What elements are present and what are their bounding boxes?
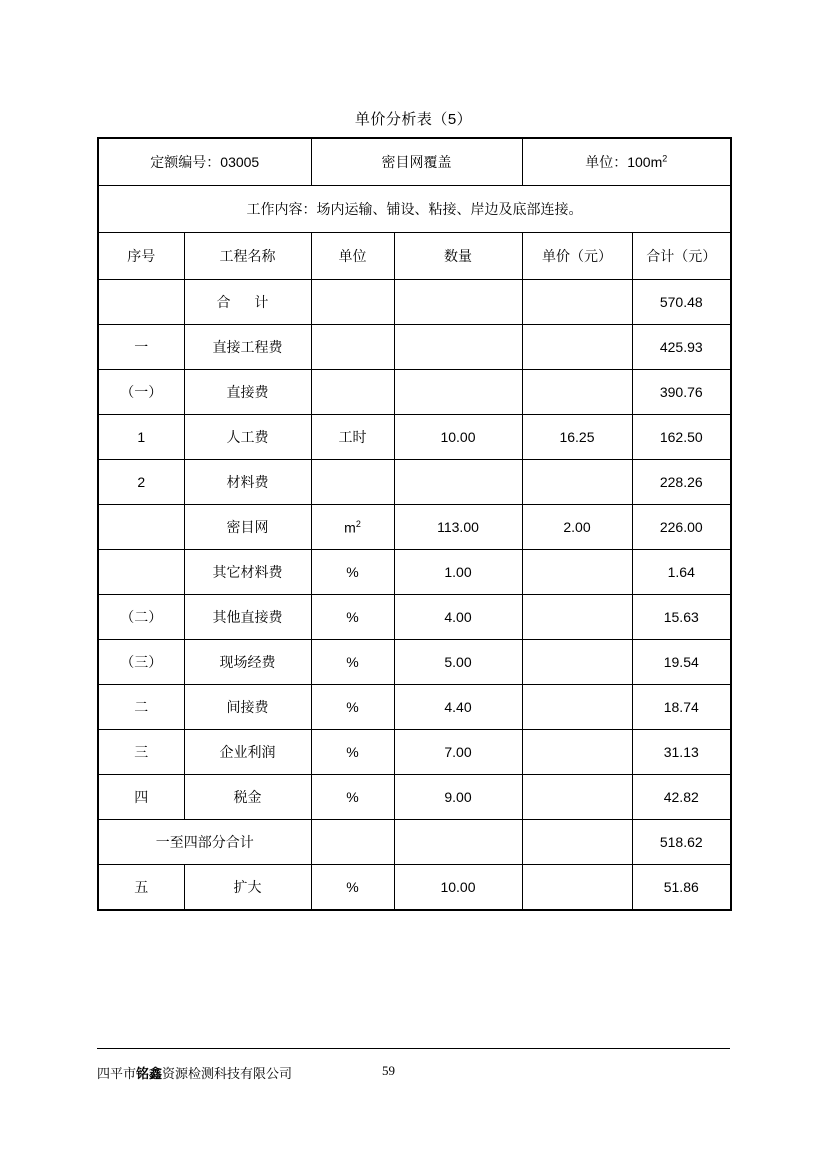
cell-total: 15.63 [632,595,731,640]
table-row [98,595,731,640]
cell-unit: % [311,685,394,730]
cell-price [522,865,632,911]
unit-superscript: 2 [355,518,361,529]
footer-company-suffix: 资源检测科技有限公司 [162,1066,293,1081]
cell-unit [311,325,394,370]
footer-divider [97,1048,730,1049]
cell-no: （三） [98,640,184,685]
cell-name: 扩大 [184,865,311,911]
cell-unit [311,460,394,505]
cell-name: 合 计 [184,280,311,325]
subtotal-total: 518.62 [632,820,731,865]
cell-unit: % [311,640,394,685]
cell-qty [394,370,522,415]
cell-qty: 7.00 [394,730,522,775]
cell-name: 其它材料费 [184,550,311,595]
page-footer [97,1063,730,1083]
table-row [98,685,731,730]
cell-qty: 10.00 [394,415,522,460]
cell-no: 四 [98,775,184,820]
cell-name: 直接工程费 [184,325,311,370]
cell-qty: 4.00 [394,595,522,640]
cell-unit: % [311,775,394,820]
cell-total: 570.48 [632,280,731,325]
cell-no: 二 [98,685,184,730]
cell-qty: 113.00 [394,505,522,550]
cell-unit [311,370,394,415]
table-row [98,370,731,415]
cell-name: 其他直接费 [184,595,311,640]
column-header-unit: 单位 [311,233,394,280]
cell-unit: % [311,550,394,595]
quota-number-cell: 定额编号：03005 [98,138,311,186]
cell-price [522,775,632,820]
cell-name: 间接费 [184,685,311,730]
cell-name: 企业利润 [184,730,311,775]
cell-total: 51.86 [632,865,731,911]
column-header-no: 序号 [98,233,184,280]
cell-unit: % [311,730,394,775]
cell-unit [311,280,394,325]
cell-qty: 9.00 [394,775,522,820]
cell-qty: 1.00 [394,550,522,595]
cell-price [522,325,632,370]
cell-no: 2 [98,460,184,505]
footer-company-prefix: 四平市 [97,1066,137,1081]
cell-name: 直接费 [184,370,311,415]
unit-label: 单位：100m [585,154,663,170]
cell-no: （二） [98,595,184,640]
cell-price [522,280,632,325]
cell-name: 密目网 [184,505,311,550]
work-content-cell: 工作内容：场内运输、铺设、粘接、岸边及底部连接。 [98,186,731,233]
table-row [98,280,731,325]
subtotal-row [98,820,731,865]
table-row [98,415,731,460]
table-row [98,640,731,685]
cell-price: 2.00 [522,505,632,550]
cell-no: 1 [98,415,184,460]
cell-qty [394,325,522,370]
cell-unit: 工时 [311,415,394,460]
cell-qty: 5.00 [394,640,522,685]
cell-name: 现场经费 [184,640,311,685]
cell-total: 390.76 [632,370,731,415]
work-content-row [98,186,731,233]
cell-name: 人工费 [184,415,311,460]
cell-price [522,685,632,730]
cell-total: 228.26 [632,460,731,505]
cell-no: （一） [98,370,184,415]
column-header-total: 合计（元） [632,233,731,280]
cell-price [522,460,632,505]
cell-unit: % [311,865,394,911]
cell-total: 425.93 [632,325,731,370]
cell-total: 162.50 [632,415,731,460]
subtotal-label: 一至四部分合计 [98,820,311,865]
table-row [98,460,731,505]
cell-no: 五 [98,865,184,911]
cell-price [522,550,632,595]
subtotal-price [522,820,632,865]
cell-no [98,505,184,550]
column-header-name: 工程名称 [184,233,311,280]
cell-total: 42.82 [632,775,731,820]
cell-unit: $m^2$ [311,505,394,550]
column-header-qty: 数量 [394,233,522,280]
cell-total: 18.74 [632,685,731,730]
table-row [98,730,731,775]
cell-no: 一 [98,325,184,370]
cell-price [522,595,632,640]
footer-company [97,1063,292,1082]
cell-qty [394,460,522,505]
subtotal-qty [394,820,522,865]
table-row [98,550,731,595]
footer-page-number: 59 [382,1063,395,1078]
cell-qty: 10.00 [394,865,522,911]
cell-no [98,550,184,595]
cell-price: 16.25 [522,415,632,460]
unit-superscript: 2 [662,153,668,164]
unit-price-analysis-table [97,137,732,911]
table-column-header-row [98,233,731,280]
cell-qty: 4.40 [394,685,522,730]
table-row [98,775,731,820]
column-header-price: 单价（元） [522,233,632,280]
cell-total: 31.13 [632,730,731,775]
footer-company-mid: 铭鑫 [136,1066,163,1081]
table-row [98,865,731,911]
page-title: 单价分析表（5） [354,111,473,128]
item-name-cell: 密目网覆盖 [311,138,522,186]
cell-price [522,640,632,685]
subtotal-unit [311,820,394,865]
cell-name: 税金 [184,775,311,820]
table-row [98,325,731,370]
table-header-info-row [98,138,731,186]
cell-name: 材料费 [184,460,311,505]
cell-price [522,370,632,415]
cell-total: 226.00 [632,505,731,550]
table-row [98,505,731,550]
cell-no: 三 [98,730,184,775]
cell-price [522,730,632,775]
cell-qty [394,280,522,325]
cell-total: 19.54 [632,640,731,685]
cell-no [98,280,184,325]
unit-cell [522,138,731,186]
cell-total: 1.64 [632,550,731,595]
cell-unit: % [311,595,394,640]
